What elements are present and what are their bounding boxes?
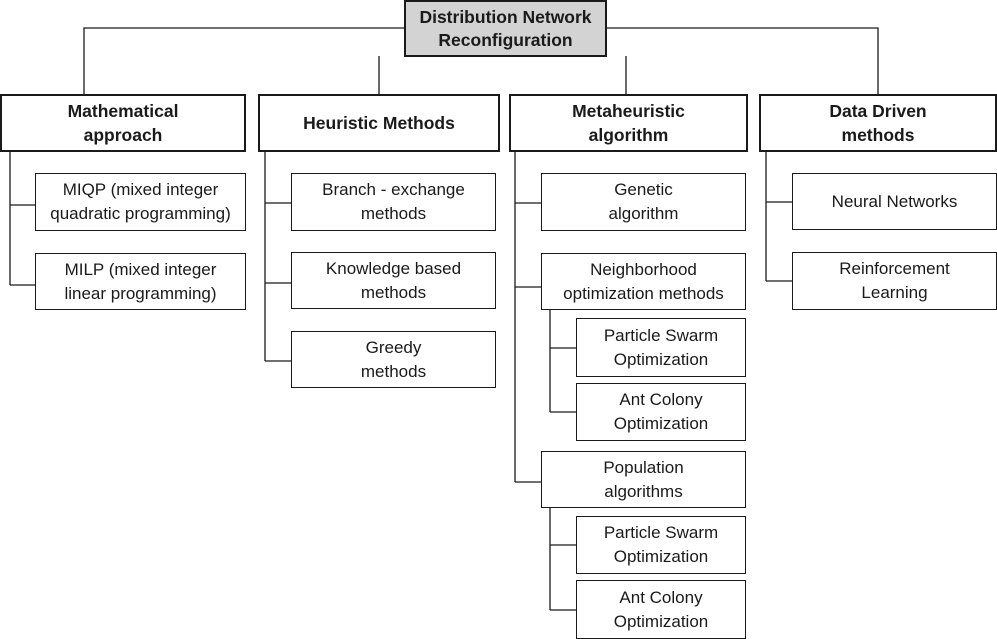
method-neural-networks: Neural Networks	[792, 173, 997, 230]
method-neighborhood-particle-swarm: Particle Swarm Optimization	[576, 318, 746, 377]
connector-root-data	[607, 28, 878, 95]
category-heuristic-methods: Heuristic Methods	[258, 94, 500, 152]
method-miqp: MIQP (mixed integer quadratic programming)	[35, 173, 246, 231]
root-node: Distribution Network Reconfiguration	[404, 0, 607, 57]
category-metaheuristic-algorithm: Metaheuristic algorithm	[509, 94, 748, 152]
method-genetic-algorithm: Genetic algorithm	[541, 173, 746, 231]
method-population-algorithms: Population algorithms	[541, 451, 746, 508]
category-data-driven-methods: Data Driven methods	[759, 94, 997, 152]
method-knowledge-based: Knowledge based methods	[291, 252, 496, 309]
method-neighborhood-ant-colony: Ant Colony Optimization	[576, 383, 746, 441]
method-neighborhood-optimization: Neighborhood optimization methods	[541, 253, 746, 310]
category-mathematical-approach: Mathematical approach	[0, 94, 246, 152]
method-reinforcement-learning: Reinforcement Learning	[792, 252, 997, 310]
method-milp: MILP (mixed integer linear programming)	[35, 253, 246, 310]
connector-root-math	[84, 28, 404, 95]
method-greedy: Greedy methods	[291, 331, 496, 388]
method-population-particle-swarm: Particle Swarm Optimization	[576, 516, 746, 574]
method-population-ant-colony: Ant Colony Optimization	[576, 580, 746, 639]
method-branch-exchange: Branch - exchange methods	[291, 173, 496, 231]
